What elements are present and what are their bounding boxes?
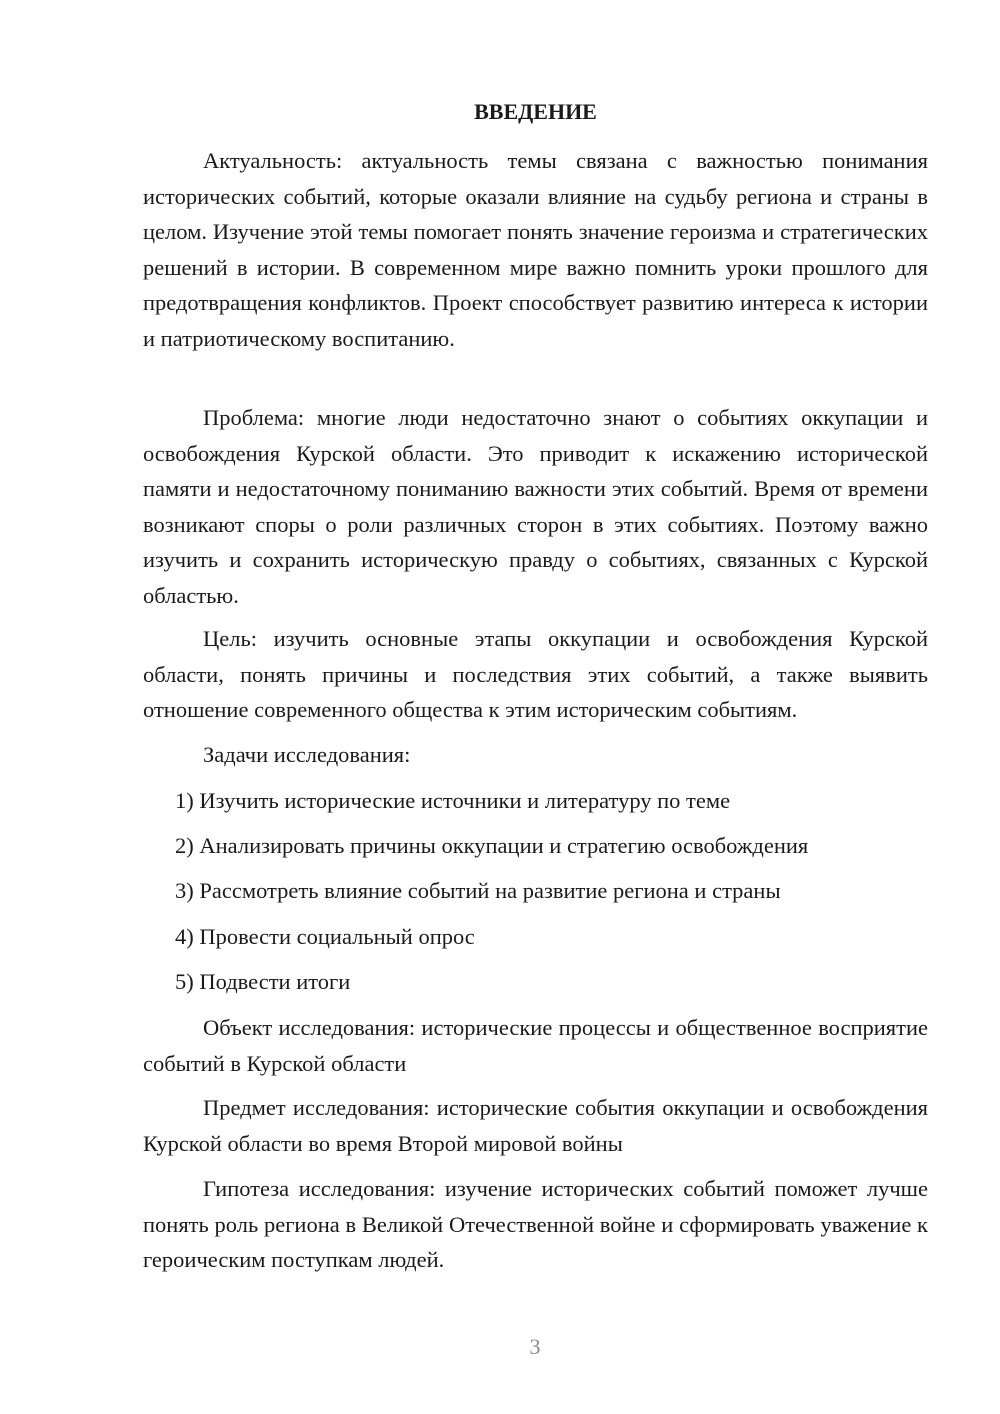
paragraph-hypothesis: Гипотеза исследования: изучение исторических событий поможет лучше понять роль региона в Великой Отечественной войне и сформировать уважение к героическим поступкам людей. — [143, 1176, 928, 1272]
paragraph-goal: Цель: изучить основные этапы оккупации и освобождения Курской области, понять причины и последствия этих событий, а также выявить отношение современного общества к этим историческим событиям. — [143, 626, 928, 722]
page-number: 3 — [529, 1334, 541, 1359]
section-title: ВВЕДЕНИЕ — [474, 99, 597, 124]
task-item-3: 3) Рассмотреть влияние событий на развитие региона и страны — [175, 878, 781, 903]
paragraph-problem: Проблема: многие люди недостаточно знают о событиях оккупации и освобождения Курской области. Это приводит к искажению исторической памяти и недостаточному пониманию важности этих событий. Время от времени возникают споры о роли различных сторон в этих событиях. Поэтому важно изучить и сохранить историческую правду о событиях, связанных с Курской областью. — [143, 405, 928, 608]
paragraph-subject: Предмет исследования: исторические события оккупации и освобождения Курской области во время Второй мировой войны — [143, 1095, 928, 1156]
paragraph-relevance: Актуальность: актуальность темы связана с важностью понимания исторических событий, которые оказали влияние на судьбу региона и страны в целом. Изучение этой темы помогает понять значение героизма и стратегических решений в истории. В современном мире важно помнить уроки прошлого для предотвращения конфликтов. Проект способствует развитию интереса к истории и патриотическому воспитанию. — [143, 148, 928, 351]
tasks-heading: Задачи исследования: — [203, 742, 411, 767]
task-item-2: 2) Анализировать причины оккупации и стратегию освобождения — [175, 833, 809, 858]
paragraph-object: Объект исследования: исторические процессы и общественное восприятие событий в Курской области — [143, 1015, 928, 1076]
task-item-4: 4) Провести социальный опрос — [175, 924, 475, 949]
task-item-5: 5) Подвести итоги — [175, 969, 351, 994]
task-item-1: 1) Изучить исторические источники и литературу по теме — [175, 788, 731, 813]
